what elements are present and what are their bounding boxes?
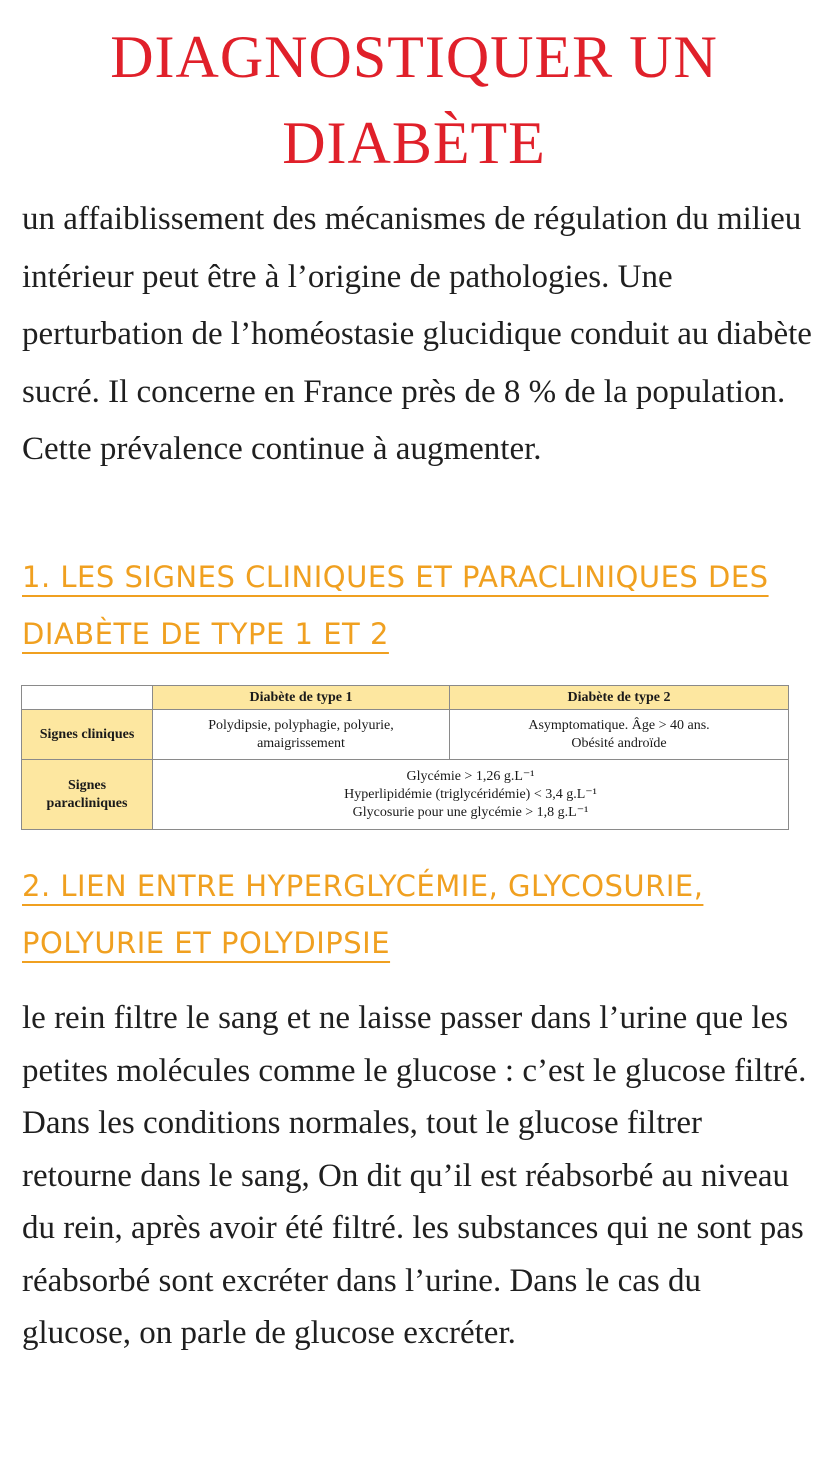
table-corner-cell bbox=[22, 686, 153, 710]
table-cell-clinical-type2 bbox=[450, 710, 789, 760]
table-header-type2: Diabète de type 2 bbox=[450, 686, 789, 710]
table-cell-line: Hyperlipidémie (triglycéridémie) < 3,4 g.L⁻¹ bbox=[344, 786, 597, 802]
section-1-title bbox=[22, 549, 812, 663]
diabetes-signs-table bbox=[21, 685, 789, 830]
table-cell-line: Asymptomatique. Âge > 40 ans. bbox=[528, 717, 710, 733]
table-cell-line: Obésité androïde bbox=[571, 735, 667, 751]
table-cell-paraclinical-shared bbox=[153, 760, 789, 830]
table-row-label-line: paracliniques bbox=[46, 795, 128, 811]
table-row-label-clinical: Signes cliniques bbox=[22, 710, 153, 760]
page-title-line-2: DIABÈTE bbox=[282, 110, 546, 176]
table-row-label-line: Signes bbox=[67, 777, 107, 793]
table-cell-clinical-type1 bbox=[153, 710, 450, 760]
table-cell-line: Polydipsie, polyphagie, polyurie, bbox=[208, 717, 394, 733]
page-title bbox=[0, 14, 828, 186]
table-cell-line: Glycosurie pour une glycémie > 1,8 g.L⁻¹ bbox=[352, 804, 589, 820]
table-row-label-paraclinical bbox=[22, 760, 153, 830]
page-title-line-1: DIAGNOSTIQUER UN bbox=[110, 24, 718, 90]
table-cell-line: amaigrissement bbox=[257, 735, 345, 751]
section-1-title-text: 1. LES SIGNES CLINIQUES ET PARACLINIQUES DES DIABÈTE DE TYPE 1 ET 2 bbox=[22, 560, 769, 651]
table-cell-line: Glycémie > 1,26 g.L⁻¹ bbox=[406, 768, 535, 784]
intro-paragraph: un affaiblissement des mécanismes de régulation du milieu intérieur peut être à l’origine de pathologies. Une perturbation de l’homéostasie glucidique conduit au diabète sucré. Il concerne en France près de 8 % de la population. Cette prévalence continue à augmenter. bbox=[22, 201, 812, 467]
table-header-type1: Diabète de type 1 bbox=[153, 686, 450, 710]
section-2-title-text: 2. LIEN ENTRE HYPERGLYCÉMIE, GLYCOSURIE, POLYURIE ET POLYDIPSIE bbox=[22, 869, 704, 960]
body-paragraph: le rein filtre le sang et ne laisse passer dans l’urine que les petites molécules comme le glucose : c’est le glucose filtré. Dans les conditions normales, tout le glucose filtrer retourne dans le sang, On dit qu’il est réabsorbé au niveau du rein, après avoir été filtré. les substances qui ne sont pas réabsorbé sont excréter dans l’urine. Dans le cas du glucose, on parle de glucose excréter. bbox=[22, 1000, 807, 1351]
section-2-title bbox=[22, 858, 812, 972]
